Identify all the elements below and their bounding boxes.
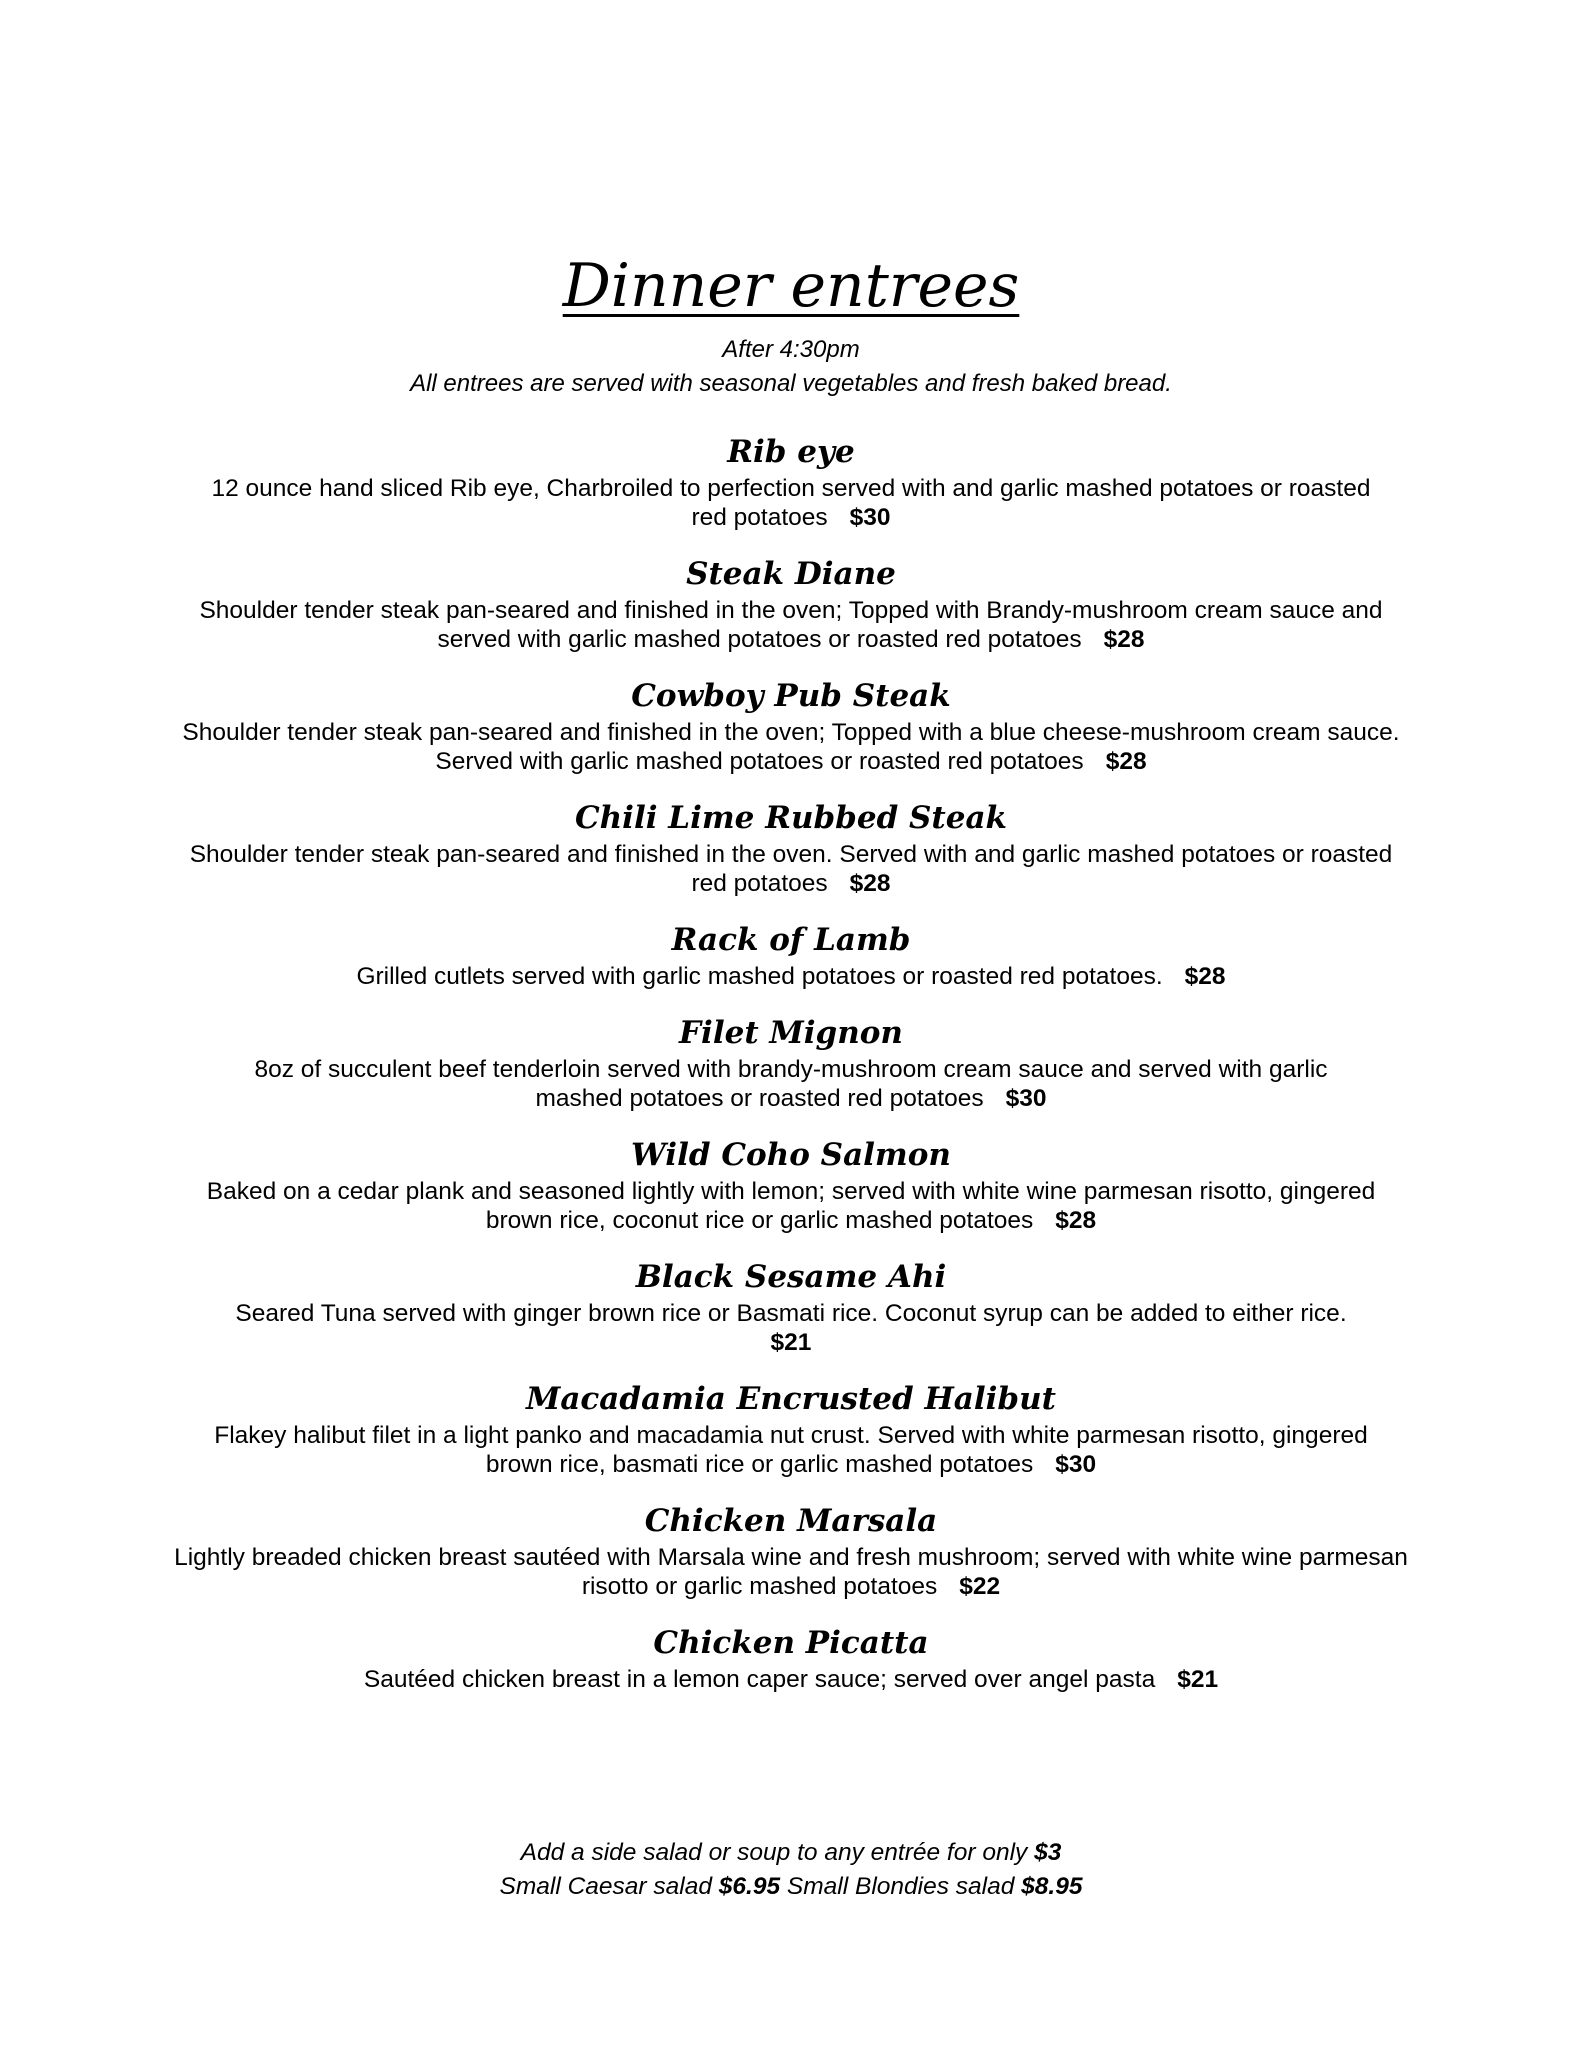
item-price: $28 — [849, 870, 891, 897]
item-price: $21 — [770, 1329, 812, 1356]
item-name: Steak Diane — [686, 556, 896, 592]
item-price: $30 — [1005, 1085, 1047, 1112]
menu-item — [160, 798, 1422, 898]
menu-item — [160, 432, 1422, 532]
item-description — [160, 1665, 1422, 1694]
item-name: Filet Mignon — [679, 1015, 903, 1051]
menu-item — [160, 1135, 1422, 1235]
side-addon-line — [0, 1836, 1582, 1870]
item-description-text: Lightly breaded chicken breast sautéed with Marsala wine and fresh mushroom; served with white wine parmesan risotto or garlic mashed potatoes — [174, 1544, 1408, 1600]
item-name: Macadamia Encrusted Halibut — [526, 1381, 1056, 1417]
item-description-text: Shoulder tender steak pan-seared and finished in the oven; Topped with a blue cheese-mushroom cream sauce. Served with garlic mashed potatoes or roasted red potatoes — [182, 719, 1400, 775]
item-price: $28 — [1055, 1207, 1097, 1234]
item-price: $28 — [1103, 626, 1145, 653]
item-description-text: Shoulder tender steak pan-seared and finished in the oven. Served with and garlic mashed potatoes or roasted red potatoes — [189, 841, 1393, 897]
menu-item — [160, 1379, 1422, 1479]
menu-item — [160, 554, 1422, 654]
item-description-text: Sautéed chicken breast in a lemon caper sauce; served over angel pasta — [363, 1666, 1156, 1693]
item-price: $22 — [959, 1573, 1001, 1600]
menu-item — [160, 920, 1422, 991]
blondies-salad-text: Small Blondies salad — [786, 1873, 1015, 1900]
item-description — [160, 962, 1422, 991]
menu-item — [160, 1013, 1422, 1113]
item-name: Black Sesame Ahi — [635, 1259, 947, 1295]
item-name: Chicken Marsala — [644, 1503, 938, 1539]
item-description — [160, 1177, 1422, 1235]
time-note: After 4:30pm — [722, 336, 860, 363]
menu-item — [160, 676, 1422, 776]
item-description-text: Grilled cutlets served with garlic mashed potatoes or roasted red potatoes. — [356, 963, 1163, 990]
item-name: Rack of Lamb — [671, 922, 911, 958]
item-description — [160, 840, 1422, 898]
item-description — [160, 1543, 1422, 1601]
page-title-text: Dinner entrees — [562, 251, 1020, 321]
item-description — [160, 1421, 1422, 1479]
item-description-text: 12 ounce hand sliced Rib eye, Charbroiled to perfection served with and garlic mashed potatoes or roasted red potatoes — [211, 475, 1371, 531]
item-description — [160, 1299, 1422, 1357]
item-description — [160, 474, 1422, 532]
served-note: All entrees are served with seasonal vegetables and fresh baked bread. — [410, 370, 1172, 397]
menu-item — [160, 1501, 1422, 1601]
caesar-salad-price: $6.95 — [718, 1873, 781, 1900]
side-addon-text: Add a side salad or soup to any entrée for only — [520, 1839, 1028, 1866]
item-price: $21 — [1177, 1666, 1219, 1693]
item-price: $30 — [1055, 1451, 1097, 1478]
item-description-text: Shoulder tender steak pan-seared and finished in the oven; Topped with Brandy-mushroom cream sauce and served with garlic mashed potatoes or roasted red potatoes — [199, 597, 1383, 653]
entree-list — [160, 432, 1422, 1716]
caesar-salad-text: Small Caesar salad — [499, 1873, 712, 1900]
item-description — [160, 1055, 1422, 1113]
item-name: Wild Coho Salmon — [631, 1137, 951, 1173]
item-name: Chicken Picatta — [653, 1625, 929, 1661]
item-price: $30 — [849, 504, 891, 531]
footer-notes — [0, 1836, 1582, 1904]
menu-item — [160, 1623, 1422, 1694]
item-name: Cowboy Pub Steak — [631, 678, 951, 714]
item-price: $28 — [1184, 963, 1226, 990]
item-description — [160, 596, 1422, 654]
salad-line — [0, 1870, 1582, 1904]
item-description-text: 8oz of succulent beef tenderloin served with brandy-mushroom cream sauce and served with garlic mashed potatoes or roasted red potatoes — [254, 1056, 1328, 1112]
item-description-text: Baked on a cedar plank and seasoned lightly with lemon; served with white wine parmesan risotto, gingered brown rice, coconut rice or garlic mashed potatoes — [206, 1178, 1376, 1234]
item-description-text: Flakey halibut filet in a light panko and macadamia nut crust. Served with white parmesan risotto, gingered brown rice, basmati rice or garlic mashed potatoes — [214, 1422, 1368, 1478]
item-name: Rib eye — [727, 434, 855, 470]
page-title — [0, 250, 1582, 322]
item-price: $28 — [1105, 748, 1147, 775]
menu-item — [160, 1257, 1422, 1357]
item-description — [160, 718, 1422, 776]
blondies-salad-price: $8.95 — [1021, 1873, 1083, 1900]
side-addon-price: $3 — [1034, 1839, 1062, 1866]
item-description-text: Seared Tuna served with ginger brown rice or Basmati rice. Coconut syrup can be added to either rice. — [235, 1300, 1347, 1327]
item-name: Chili Lime Rubbed Steak — [574, 800, 1008, 836]
